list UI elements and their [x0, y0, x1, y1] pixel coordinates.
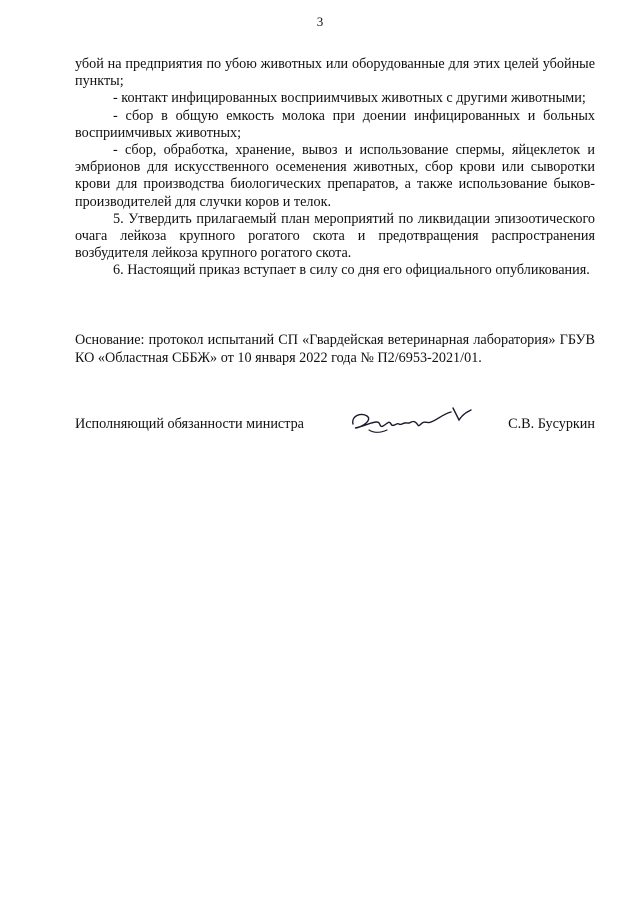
page-number: 3 [316, 14, 324, 29]
paragraph-contact: - контакт инфицированных восприимчивых животных с другими животными; [113, 90, 586, 107]
paragraph-item-5: 5. Утвердить прилагаемый план мероприятий по ликвидации эпизоотического очага лейкоза крупного рогатого скота и предотвращения распространения возбудителя лейкоза крупного рогатого скота. [75, 210, 595, 262]
paragraph-sperm: - сбор, обработка, хранение, вывоз и использование спермы, яйцеклеток и эмбрионов для искусственного осеменения животных, сбор крови или сыворотки крови для производства биологических препаратов, а также использование быков-производителей для случки коров и телок. [75, 142, 595, 210]
signatory-position: Исполняющий обязанности министра [75, 416, 304, 432]
paragraph-item-6: 6. Настоящий приказ вступает в силу со дня его официального опубликования. [113, 262, 590, 279]
signatory-name: С.В. Бусуркин [508, 416, 595, 432]
document-body [75, 56, 595, 280]
signature-block [75, 404, 595, 444]
basis-text: Основание: протокол испытаний СП «Гвардейская ветеринарная лаборатория» ГБУВ КО «Областная СББЖ» от 10 января 2022 года № П2/6953-2021/01. [75, 332, 595, 366]
handwritten-signature-icon [347, 404, 477, 440]
paragraph-milk: - сбор в общую емкость молока при доении инфицированных и больных восприимчивых животных; [75, 107, 595, 141]
paragraph-slaughter: убой на предприятия по убою животных или оборудованные для этих целей убойные пункты; [75, 56, 595, 90]
basis-block [75, 331, 595, 367]
